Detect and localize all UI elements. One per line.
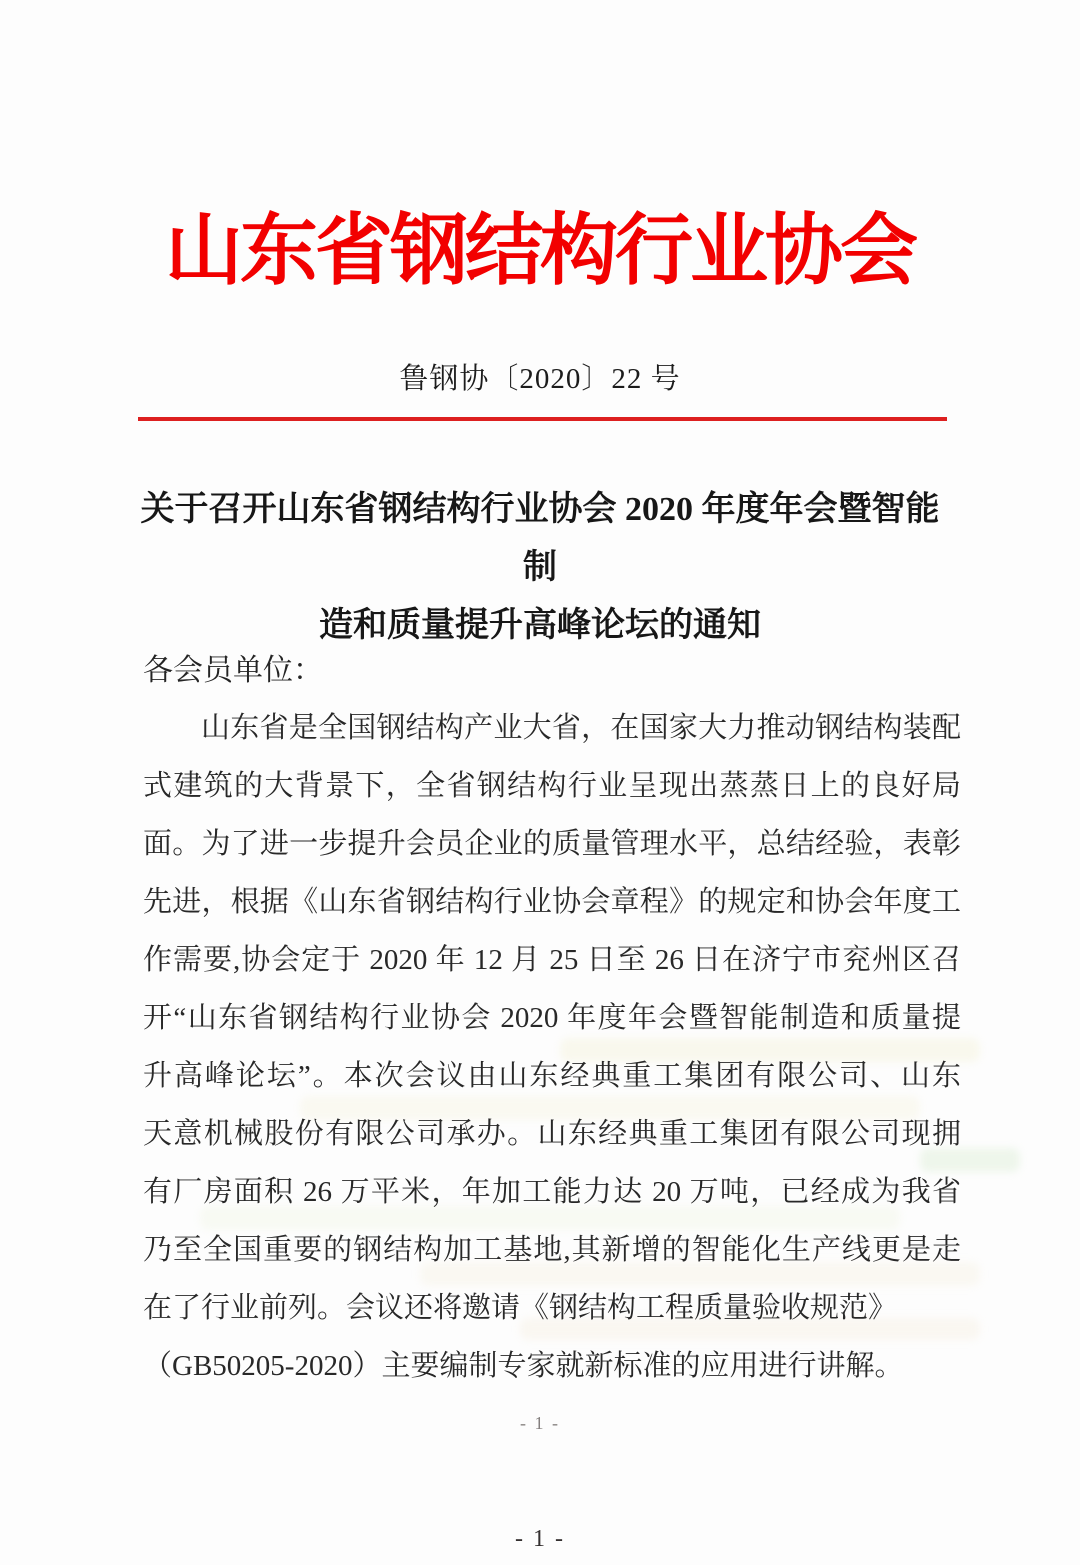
salutation: 各会员单位：	[143, 654, 323, 687]
body-line: 天意机械股份有限公司承办。山东经典重工集团有限公司现拥	[143, 1118, 961, 1150]
body-line: 面。为了进一步提升会员企业的质量管理水平，总结经验，表彰	[143, 828, 961, 860]
notice-title-line-2: 造和质量提升高峰论坛的通知	[319, 607, 761, 644]
body-line: 作需要,协会定于 2020 年 12 月 25 日至 26 日在济宁市兖州区召	[143, 944, 961, 976]
body-line: 先进，根据《山东省钢结构行业协会章程》的规定和协会年度工	[143, 886, 961, 918]
body-line: 式建筑的大背景下，全省钢结构行业呈现出蒸蒸日上的良好局	[143, 770, 961, 802]
body-line: 有厂房面积 26 万平米，年加工能力达 20 万吨，已经成为我省	[143, 1176, 961, 1208]
body-paragraph	[143, 699, 961, 1395]
body-line: 开“山东省钢结构行业协会 2020 年度年会暨智能制造和质量提	[143, 1002, 961, 1034]
body-line: 升高峰论坛”。本次会议由山东经典重工集团有限公司、山东	[143, 1060, 961, 1092]
page-number-faint: - 1 -	[520, 1413, 560, 1433]
red-divider	[138, 417, 947, 421]
doc-number: 鲁钢协〔2020〕22 号	[399, 363, 681, 395]
page-number: - 1 -	[515, 1526, 565, 1552]
body-line: 在了行业前列。会议还将邀请《钢结构工程质量验收规范》	[143, 1292, 898, 1324]
body-line: 乃至全国重要的钢结构加工基地,其新增的智能化生产线更是走	[143, 1234, 961, 1266]
notice-title-line-1: 关于召开山东省钢结构行业协会 2020 年度年会暨智能制	[140, 491, 940, 586]
body-line: （GB50205-2020）主要编制专家就新标准的应用进行讲解。	[143, 1350, 904, 1382]
body-line: 山东省是全国钢结构产业大省，在国家大力推动钢结构装配	[201, 712, 961, 744]
org-title: 山东省钢结构行业协会	[164, 207, 915, 294]
notice-title	[131, 481, 949, 655]
